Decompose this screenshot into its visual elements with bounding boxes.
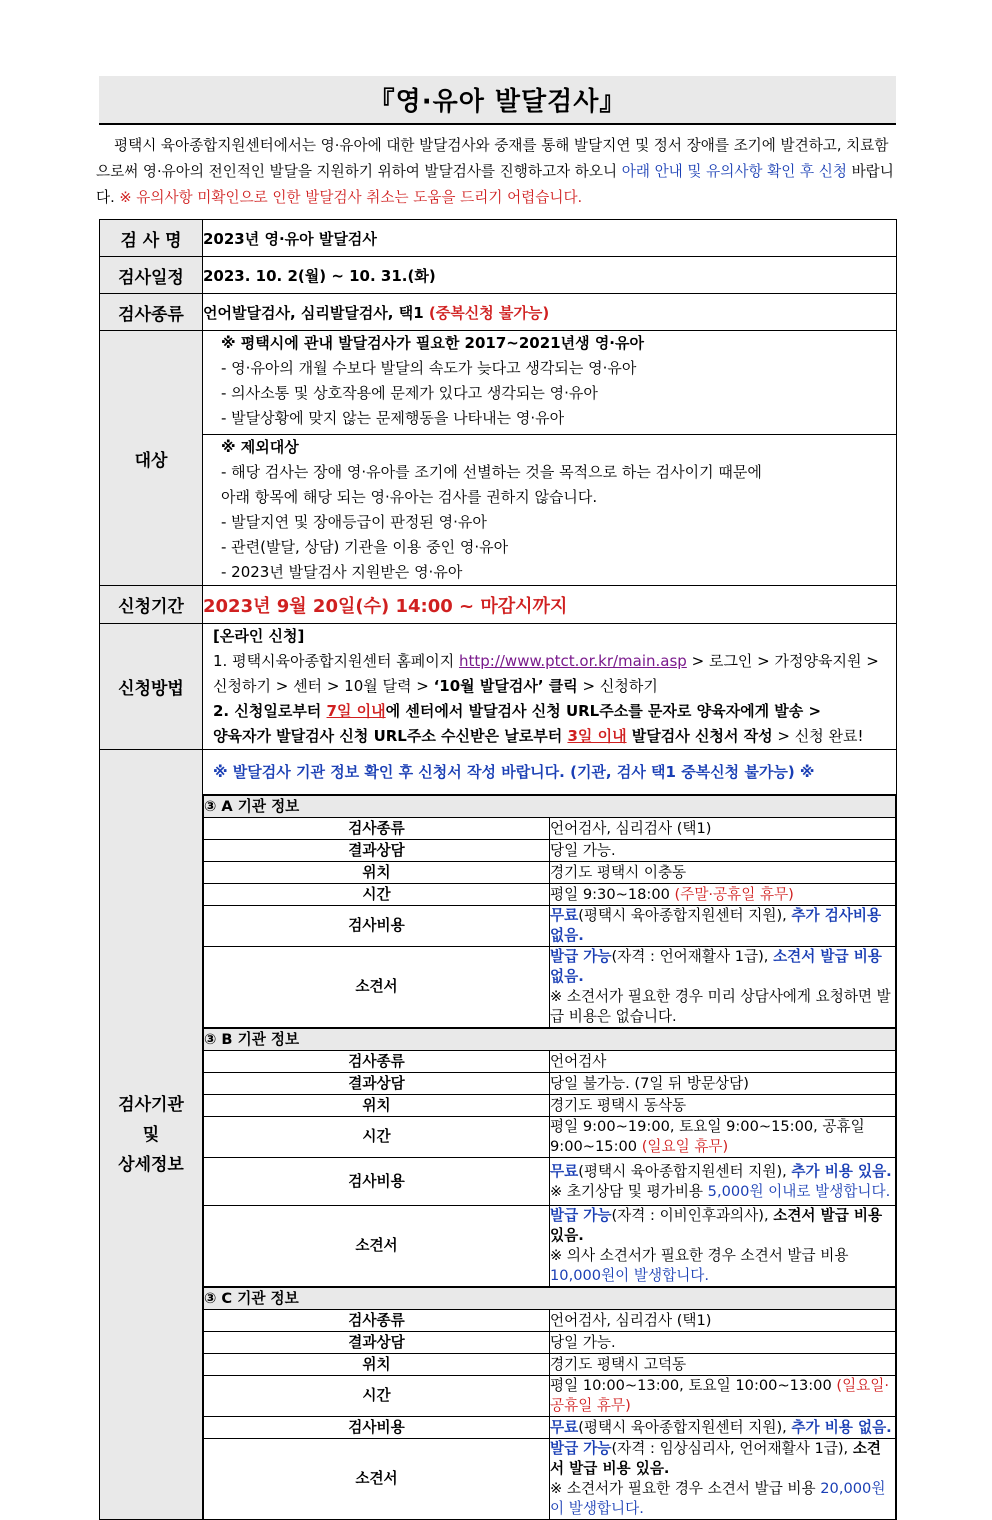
- sub-label: 결과상담: [204, 840, 550, 862]
- step1-bold: ‘10월 발달검사’ 클릭: [433, 677, 578, 695]
- target-block: [203, 331, 896, 435]
- cost-text: (평택시 육아종합지원센터 지원),: [578, 1162, 792, 1180]
- value-period: 2023년 9월 20일(수) 14:00 ~ 마감시까지: [203, 586, 897, 624]
- step2-text-e: > 신청 완료!: [772, 727, 864, 745]
- target-item: - 발달상황에 맞지 않는 문제행동을 나타내는 영·유아: [221, 409, 565, 427]
- cost-free: 무료: [550, 1418, 579, 1436]
- target-head: ※ 평택시에 관내 발달검사가 필요한 2017~2021년생 영·유아: [221, 334, 644, 352]
- inst-b-report: [550, 1206, 896, 1287]
- sub-label: 검사비용: [204, 1417, 550, 1439]
- step2-red-1: 7일 이내: [326, 702, 386, 720]
- report-text: (자격 : 임상심리사, 언어재활사 1급),: [611, 1440, 853, 1457]
- inst-c-kind: 언어검사, 심리검사 (택1): [550, 1310, 896, 1332]
- cost-note-text: ※ 초기상담 및 평가비용: [550, 1182, 708, 1200]
- report-line: [550, 947, 895, 987]
- sub-label: 소견서: [204, 1439, 550, 1520]
- sub-label: 위치: [204, 862, 550, 884]
- target-item: - 영·유아의 개월 수보다 발달의 속도가 늦다고 생각되는 영·유아: [221, 359, 637, 377]
- sub-label: 결과상담: [204, 1332, 550, 1354]
- inst-a-loc: 경기도 평택시 이충동: [550, 862, 896, 884]
- report-text: (자격 : 언어재활사 1급),: [611, 948, 774, 965]
- report-cost: 소견서 발급 비용 있음.: [550, 1207, 883, 1244]
- row-date: [100, 257, 897, 294]
- row-institutions: [100, 750, 897, 1520]
- intro-paragraph: [96, 133, 899, 211]
- time-text: 평일 9:30~18:00: [550, 885, 675, 903]
- report-available: 발급 가능: [550, 1207, 612, 1224]
- exclude-item: - 해당 검사는 장애 영·유아를 조기에 선별하는 것을 목적으로 하는 검사이기 때문에: [221, 463, 762, 481]
- method-online: [온라인 신청]: [213, 627, 305, 645]
- value-type: [203, 294, 897, 331]
- inst-a-head: ③ A 기관 정보: [204, 796, 896, 818]
- report-cost: 소견서 발급 비용 없음.: [550, 948, 882, 985]
- cost-extra: 추가 비용 있음.: [791, 1162, 892, 1180]
- intro-text-2: 바랍니다.: [96, 163, 894, 206]
- label-period: 신청기간: [100, 586, 203, 624]
- type-text: 언어발달검사, 심리발달검사, 택1: [203, 303, 424, 322]
- sub-label: 검사종류: [204, 1310, 550, 1332]
- method-step2: [213, 699, 890, 724]
- report-note: [550, 1479, 895, 1519]
- inst-label-1: 검사기관: [118, 1094, 184, 1115]
- step1-text-b: > 로그인 > 가정양육지원 >: [686, 652, 879, 670]
- report-note: [550, 1246, 895, 1286]
- row-method: [100, 624, 897, 750]
- report-line: [550, 1206, 895, 1246]
- inst-b-result: 당일 불가능. (7일 뒤 방문상담): [550, 1073, 896, 1095]
- sub-label: 검사종류: [204, 1051, 550, 1073]
- inst-c-time: [550, 1376, 896, 1417]
- inst-a-kind: 언어검사, 심리검사 (택1): [550, 818, 896, 840]
- step1-text: 1. 평택시육아종합지원센터 홈페이지: [213, 652, 459, 670]
- label-name: 검 사 명: [100, 220, 203, 257]
- time-note: (주말·공휴일 휴무): [674, 885, 794, 903]
- label-date: 검사일정: [100, 257, 203, 294]
- cost-free: 무료: [550, 1162, 579, 1180]
- inst-label-3: 상세정보: [118, 1154, 184, 1175]
- sub-label: 검사비용: [204, 906, 550, 947]
- inst-c-table: [203, 1287, 896, 1519]
- sub-label: 소견서: [204, 1206, 550, 1287]
- step2-text-b: 에 센터에서 발달검사 신청 URL주소를 문자로 양육자에게 발송 >: [385, 702, 822, 720]
- row-target: [100, 331, 897, 586]
- report-note: ※ 소견서가 필요한 경우 미리 상담사에게 요청하면 발급 비용은 없습니다.: [550, 988, 891, 1025]
- row-period: [100, 586, 897, 624]
- time-text: 평일 9:00~19:00, 토요일 9:00~15:00, 공휴일 9:00~15:00: [550, 1118, 865, 1155]
- inst-label-2: 및: [142, 1124, 160, 1145]
- step2-red-2: 3일 이내: [567, 727, 627, 745]
- cost-extra: 추가 검사비용 없음.: [550, 907, 882, 944]
- homepage-link[interactable]: http://www.ptct.or.kr/main.asp: [458, 652, 687, 670]
- report-line: [550, 1439, 895, 1479]
- inst-c-loc: 경기도 평택시 고덕동: [550, 1354, 896, 1376]
- report-available: 발급 가능: [550, 948, 612, 965]
- cost-free: 무료: [550, 907, 579, 924]
- label-target: 대상: [100, 331, 203, 586]
- sub-label: 결과상담: [204, 1073, 550, 1095]
- inst-c-result: 당일 가능.: [550, 1332, 896, 1354]
- inst-a-result: 당일 가능.: [550, 840, 896, 862]
- inst-b-table: [203, 1028, 896, 1287]
- value-method: [203, 624, 897, 750]
- value-institutions: [203, 750, 897, 1520]
- label-institutions: [100, 750, 203, 1520]
- time-text: 평일 10:00~13:00, 토요일 10:00~13:00: [550, 1377, 837, 1394]
- report-cost: 소견서 발급 비용 있음.: [550, 1440, 882, 1477]
- method-step1: [213, 649, 890, 674]
- exclude-item: - 관련(발달, 상담) 기관을 이용 중인 영·유아: [221, 538, 509, 556]
- cost-text: (평택시 육아종합지원센터 지원),: [578, 907, 792, 924]
- sub-label: 위치: [204, 1095, 550, 1117]
- exclude-item: 아래 항목에 해당 되는 영·유아는 검사를 권하지 않습니다.: [221, 488, 598, 506]
- method-step2-cont: [213, 724, 890, 749]
- inst-c-report: [550, 1439, 896, 1520]
- inst-b-head: ③ B 기관 정보: [204, 1029, 896, 1051]
- sub-label: 소견서: [204, 947, 550, 1028]
- sub-label: 시간: [204, 884, 550, 906]
- row-name: [100, 220, 897, 257]
- intro-blue-1: 아래: [621, 163, 650, 180]
- time-note: (일요일·공휴일 휴무): [550, 1377, 890, 1414]
- intro-text: 평택시 육아종합지원센터에서는 영·유아에 대한 발달검사와 중재를 통해 발달지연 및 정서 장애를 조기에 발견하고, 치료함으로써 영·유아의 전인적인 발달을 지원하기 위하여 발달검사를 진행하고자 하오니: [96, 137, 889, 180]
- exclude-head: ※ 제외대상: [221, 438, 299, 456]
- method-step1-cont: [213, 674, 890, 699]
- cost-text: (평택시 육아종합지원센터 지원),: [578, 1418, 792, 1436]
- exclude-block: [203, 435, 896, 585]
- inst-c-head: ③ C 기관 정보: [204, 1288, 896, 1310]
- inst-a-report: [550, 947, 896, 1028]
- exclude-item: - 2023년 발달검사 지원받은 영·유아: [221, 563, 463, 581]
- step2-text: 2. 신청일로부터: [213, 702, 327, 720]
- inst-c-cost: [550, 1417, 896, 1439]
- target-item: - 의사소통 및 상호작용에 문제가 있다고 생각되는 영·유아: [221, 384, 598, 402]
- inst-a-time: [550, 884, 896, 906]
- report-note-amount: 10,000원이 발생합니다.: [550, 1267, 710, 1284]
- step1-text-d: > 신청하기: [577, 677, 658, 695]
- intro-warning: ※ 유의사항 미확인으로 인한 발달검사 취소는 도움을 드리기 어렵습니다.: [114, 189, 583, 206]
- sub-label: 시간: [204, 1117, 550, 1158]
- report-note-text: ※ 소견서가 필요한 경우 소견서 발급 비용: [550, 1480, 821, 1497]
- row-type: [100, 294, 897, 331]
- inst-a-table: [203, 795, 896, 1028]
- type-note: (중복신청 불가능): [428, 303, 550, 322]
- inst-a-cost: [550, 906, 896, 947]
- step2-text-c: 양육자가 발달검사 신청 URL주소 수신받은 날로부터: [213, 727, 568, 745]
- inst-notice: ※ 발달검사 기관 정보 확인 후 신청서 작성 바랍니다. (기관, 검사 택1 중복신청 불가능) ※: [203, 750, 896, 795]
- sub-label: 검사비용: [204, 1158, 550, 1206]
- cost-line: [550, 1162, 895, 1182]
- sub-label: 위치: [204, 1354, 550, 1376]
- cost-note: [550, 1182, 895, 1202]
- inst-b-loc: 경기도 평택시 동삭동: [550, 1095, 896, 1117]
- label-method: 신청방법: [100, 624, 203, 750]
- label-type: 검사종류: [100, 294, 203, 331]
- cost-note-amount: 5,000원 이내로 발생합니다.: [707, 1182, 891, 1200]
- report-text: (자격 : 이비인후과의사),: [611, 1207, 774, 1224]
- page-title: 『영·유아 발달검사』: [99, 76, 896, 125]
- value-date: 2023. 10. 2(월) ~ 10. 31.(화): [203, 257, 897, 294]
- cost-extra: 추가 비용 없음.: [791, 1418, 892, 1436]
- intro-blue-2: 안내 및 유의사항 확인 후 신청: [654, 163, 847, 180]
- value-name: 2023년 영·유아 발달검사: [203, 220, 897, 257]
- report-note-text: ※ 의사 소견서가 필요한 경우 소견서 발급 비용: [550, 1247, 849, 1264]
- step1-text-c: 신청하기 > 센터 > 10월 달력 >: [213, 677, 434, 695]
- sub-label: 시간: [204, 1376, 550, 1417]
- info-table: [99, 219, 897, 1520]
- report-available: 발급 가능: [550, 1440, 612, 1457]
- inst-b-cost: [550, 1158, 896, 1206]
- sub-label: 검사종류: [204, 818, 550, 840]
- step2-text-d: 발달검사 신청서 작성: [626, 727, 773, 745]
- value-target: [203, 331, 897, 586]
- time-note: (일요일 휴무): [641, 1138, 729, 1155]
- report-note-amount: 20,000원이 발생합니다.: [550, 1480, 886, 1517]
- inst-b-kind: 언어검사: [550, 1051, 896, 1073]
- exclude-item: - 발달지연 및 장애등급이 판정된 영·유아: [221, 513, 487, 531]
- inst-b-time: [550, 1117, 896, 1158]
